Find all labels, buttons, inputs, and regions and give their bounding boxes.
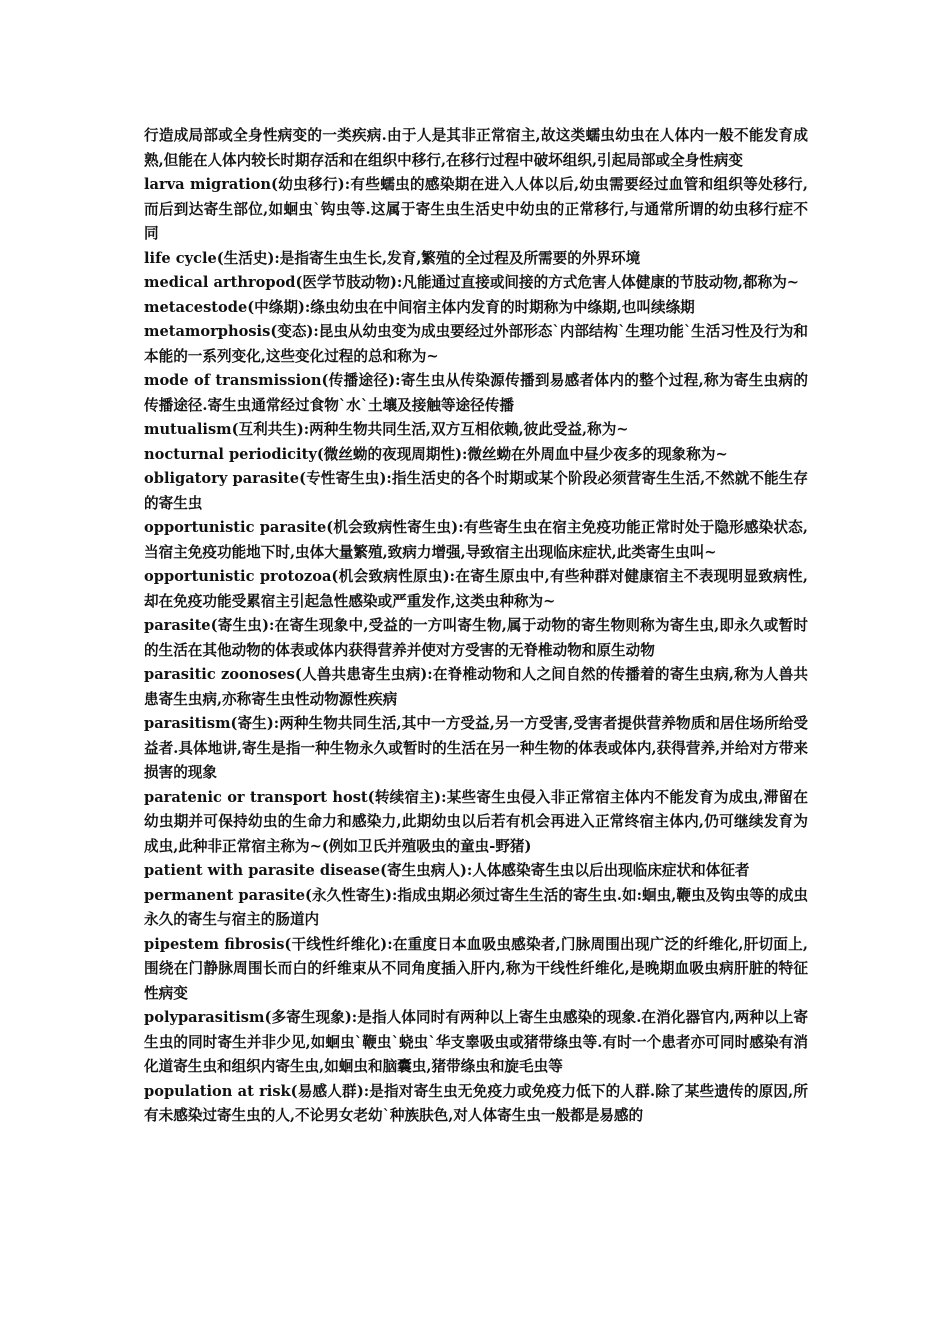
term-mode-of-transmission: mode of transmission(传播途径):寄生虫从传染源传播到易感者体内的整个过程,称为寄生虫病的传播途径.寄生虫通常经过食物`水`土壤及接触等途径传播 xyxy=(144,372,808,414)
term-opportunistic-protozoa: opportunistic protozoa(机会致病性原虫):在寄生原虫中,有些种群对健康宿主不表现明显致病性,却在免疫功能受累宿主引起急性感染或严重发作,这类虫种称为~ xyxy=(144,568,808,610)
term-medical-arthropod: medical arthropod(医学节肢动物):凡能通过直接或间接的方式危害人体健康的节肢动物,都称为~ xyxy=(144,274,800,291)
term-pipestem-fibrosis: pipestem fibrosis(干线性纤维化):在重度日本血吸虫感染者,门脉周围出现广泛的纤维化,肝切面上,围绕在门静脉周围长而白的纤维束从不同角度插入肝内,称为干线性纤维化,是晚期血吸虫病肝脏的特征性病变 xyxy=(144,935,808,1002)
term-polyparasitism: polyparasitism(多寄生现象):是指人体同时有两种以上寄生虫感染的现象.在消化器官内,两种以上寄生虫的同时寄生并非少见,如蛔虫`鞭虫`蛲虫`华支睾吸虫或猪带绦虫等.有时一个患者亦可同时感染有消化道寄生虫和组织内寄生虫,如蛔虫和脑囊虫,猪带绦虫和旋毛虫等 xyxy=(144,1009,808,1075)
paragraph-continuation: 行造成局部或全身性病变的一类疾病.由于人是其非正常宿主,故这类蠕虫幼虫在人体内一般不能发育成熟,但能在人体内较长时期存活和在组织中移行,在移行过程中破坏组织,引起局部或全身性病变 xyxy=(144,127,808,169)
term-permanent-parasite: permanent parasite(永久性寄生):指成虫期必须过寄生生活的寄生虫.如:蛔虫,鞭虫及钩虫等的成虫永久的寄生与宿主的肠道内 xyxy=(144,886,808,928)
term-life-cycle: life cycle(生活史):是指寄生虫生长,发育,繁殖的全过程及所需要的外界环境 xyxy=(144,249,641,267)
document-body xyxy=(144,124,808,1129)
term-parasitism: parasitism(寄生):两种生物共同生活,其中一方受益,另一方受害,受害者提供营养物质和居住场所给受益者.具体地讲,寄生是指一种生物永久或暂时的生活在另一种生物的体表或体内,获得营养,并给对方带来损害的现象 xyxy=(144,715,808,781)
term-parasite: parasite(寄生虫):在寄生现象中,受益的一方叫寄生物,属于动物的寄生物则称为寄生虫,即永久或暂时的生活在其他动物的体表或体内获得营养并使对方受害的无脊椎动物和原生动物 xyxy=(144,617,808,659)
term-population-at-risk: population at risk(易感人群):是指对寄生虫无免疫力或免疫力低下的人群.除了某些遗传的原因,所有未感染过寄生虫的人,不论男女老幼`种族肤色,对人体寄生虫一般都是易感的 xyxy=(144,1082,808,1124)
term-mutualism: mutualism(互利共生):两种生物共同生活,双方互相依赖,彼此受益,称为~ xyxy=(144,421,629,438)
term-larva-migration: larva migration(幼虫移行):有些蠕虫的感染期在进入人体以后,幼虫需要经过血管和组织等处移行,而后到达寄生部位,如蛔虫`钩虫等.这属于寄生虫生活史中幼虫的正常移行,与通常所谓的幼虫移行症不同 xyxy=(144,176,808,242)
term-opportunistic-parasite: opportunistic parasite(机会致病性寄生虫):有些寄生虫在宿主免疫功能正常时处于隐形感染状态,当宿主免疫功能地下时,虫体大量繁殖,致病力增强,导致宿主出现临床症状,此类寄生虫叫~ xyxy=(144,519,808,561)
term-parasitic-zoonoses: parasitic zoonoses(人兽共患寄生虫病):在脊椎动物和人之间自然的传播着的寄生虫病,称为人兽共患寄生虫病,亦称寄生虫性动物源性疾病 xyxy=(144,666,808,708)
term-paratenic-host: paratenic or transport host(转续宿主):某些寄生虫侵入非正常宿主体内不能发育为成虫,滞留在幼虫期并可保持幼虫的生命力和感染力,此期幼虫以后若有机会再进入正常终宿主体内,仍可继续发育为成虫,此种非正常宿主称为~(例如卫氏并殖吸虫的童虫-野猪) xyxy=(144,788,808,855)
term-patient-with-parasite-disease: patient with parasite disease(寄生虫病人):人体感染寄生虫以后出现临床症状和体征者 xyxy=(144,862,750,879)
term-nocturnal-periodicity: nocturnal periodicity(微丝蚴的夜现周期性):微丝蚴在外周血中昼少夜多的现象称为~ xyxy=(144,445,728,463)
term-metacestode: metacestode(中绦期):绦虫幼虫在中间宿主体内发育的时期称为中绦期,也叫续绦期 xyxy=(144,298,695,316)
term-metamorphosis: metamorphosis(变态):昆虫从幼虫变为成虫要经过外部形态`内部结构`生理功能`生活习性及行为和本能的一系列变化,这些变化过程的总和称为~ xyxy=(144,323,808,365)
term-obligatory-parasite: obligatory parasite(专性寄生虫):指生活史的各个时期或某个阶段必须营寄生生活,不然就不能生存的寄生虫 xyxy=(144,470,808,512)
